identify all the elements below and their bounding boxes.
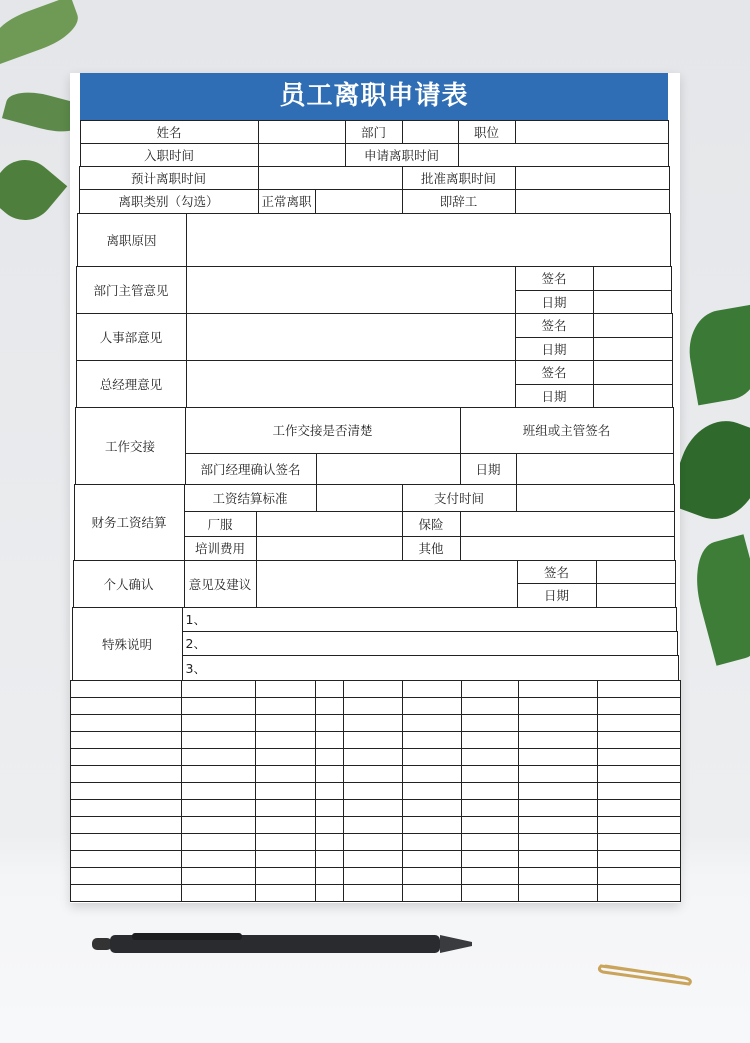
blank-grid-cell[interactable] (70, 748, 182, 766)
blank-grid-cell[interactable] (70, 833, 182, 851)
special-item-2[interactable]: 2、 (182, 631, 678, 656)
blank-grid-cell[interactable] (343, 884, 403, 902)
blank-grid-cell[interactable] (343, 816, 403, 834)
other-label: 其他 (402, 536, 461, 561)
department-label: 部门 (345, 120, 403, 144)
blank-grid-cell[interactable] (315, 884, 344, 902)
reason-label: 离职原因 (77, 213, 187, 267)
blank-grid-cell[interactable] (461, 782, 519, 800)
blank-grid-cell[interactable] (518, 714, 598, 732)
dept-date-label: 日期 (515, 290, 594, 314)
blank-grid-cell[interactable] (597, 816, 681, 834)
blank-grid-cell[interactable] (315, 850, 344, 868)
blank-grid-cell[interactable] (255, 714, 316, 732)
suggestions-label: 意见及建议 (184, 560, 257, 608)
blank-grid-cell[interactable] (402, 714, 462, 732)
dept-opinion-field[interactable] (186, 266, 516, 314)
blank-grid-cell[interactable] (181, 799, 256, 817)
name-label: 姓名 (80, 120, 259, 144)
insurance-label: 保险 (402, 511, 461, 537)
handover-date-field[interactable] (516, 453, 674, 485)
blank-grid-cell[interactable] (461, 799, 519, 817)
training-label: 培训费用 (184, 536, 257, 561)
blank-grid-cell[interactable] (70, 714, 182, 732)
position-label: 职位 (458, 120, 516, 144)
blank-grid-cell[interactable] (181, 850, 256, 868)
blank-grid-cell[interactable] (255, 799, 316, 817)
dept-date-field[interactable] (593, 290, 672, 314)
blank-grid-cell[interactable] (402, 867, 462, 885)
blank-grid-cell[interactable] (315, 816, 344, 834)
blank-grid-cell[interactable] (255, 850, 316, 868)
blank-grid-cell[interactable] (181, 714, 256, 732)
blank-grid-cell[interactable] (518, 680, 598, 698)
blank-grid-cell[interactable] (518, 782, 598, 800)
blank-grid-cell[interactable] (343, 782, 403, 800)
pay-time-label: 支付时间 (402, 484, 517, 512)
personal-sign-label: 签名 (517, 560, 597, 584)
blank-grid-cell[interactable] (402, 697, 462, 715)
blank-grid-cell[interactable] (597, 867, 681, 885)
blank-grid-cell[interactable] (315, 782, 344, 800)
blank-grid-cell[interactable] (461, 850, 519, 868)
pen (92, 933, 478, 955)
insurance-field[interactable] (460, 511, 675, 537)
salary-std-label: 工资结算标准 (184, 484, 317, 512)
blank-grid-cell[interactable] (181, 731, 256, 749)
normal-checkbox[interactable] (315, 189, 403, 214)
blank-grid-cell[interactable] (70, 697, 182, 715)
gm-sign-label: 签名 (515, 360, 594, 385)
blank-grid-cell[interactable] (402, 884, 462, 902)
blank-grid-cell[interactable] (402, 782, 462, 800)
blank-grid-cell[interactable] (597, 714, 681, 732)
blank-grid-cell[interactable] (181, 867, 256, 885)
blank-grid-cell[interactable] (597, 782, 681, 800)
blank-grid-cell[interactable] (597, 850, 681, 868)
blank-grid-cell[interactable] (343, 697, 403, 715)
approved-date-label: 批准离职时间 (402, 166, 516, 190)
handover-date-label: 日期 (460, 453, 517, 485)
personal-label: 个人确认 (73, 560, 185, 608)
blank-grid-cell[interactable] (315, 680, 344, 698)
expected-date-label: 预计离职时间 (79, 166, 259, 190)
blank-grid-cell[interactable] (461, 765, 519, 783)
blank-grid-cell[interactable] (255, 748, 316, 766)
blank-grid-cell[interactable] (70, 680, 182, 698)
blank-grid-cell[interactable] (597, 697, 681, 715)
personal-date-label: 日期 (517, 583, 597, 608)
blank-grid-cell[interactable] (402, 680, 462, 698)
blank-grid-cell[interactable] (597, 884, 681, 902)
pay-time-field[interactable] (516, 484, 675, 512)
blank-grid-cell[interactable] (181, 697, 256, 715)
blank-grid-cell[interactable] (315, 833, 344, 851)
blank-grid-cell[interactable] (402, 816, 462, 834)
blank-grid-cell[interactable] (255, 833, 316, 851)
blank-grid-cell[interactable] (402, 765, 462, 783)
gm-date-label: 日期 (515, 384, 594, 408)
hr-opinion-field[interactable] (186, 313, 516, 361)
blank-grid-cell[interactable] (70, 799, 182, 817)
blank-grid-cell[interactable] (402, 833, 462, 851)
normal-option: 正常离职 (258, 189, 316, 214)
mgr-confirm-label: 部门经理确认签名 (185, 453, 317, 485)
immediate-checkbox[interactable] (515, 189, 670, 214)
blank-grid-cell[interactable] (255, 867, 316, 885)
suggestions-field[interactable] (256, 560, 518, 608)
blank-grid-cell[interactable] (255, 697, 316, 715)
dept-sign-field[interactable] (593, 266, 672, 291)
blank-grid-cell[interactable] (402, 799, 462, 817)
blank-grid-cell[interactable] (255, 782, 316, 800)
blank-grid-cell[interactable] (518, 731, 598, 749)
blank-grid-cell[interactable] (255, 884, 316, 902)
blank-grid-cell[interactable] (181, 884, 256, 902)
blank-grid-cell[interactable] (70, 782, 182, 800)
name-field[interactable] (258, 120, 346, 144)
hr-sign-label: 签名 (515, 313, 594, 338)
gm-sign-field[interactable] (593, 360, 673, 385)
gm-opinion-label: 总经理意见 (76, 360, 187, 408)
salary-std-field[interactable] (316, 484, 403, 512)
blank-grid-cell[interactable] (597, 799, 681, 817)
blank-grid-cell[interactable] (315, 714, 344, 732)
hr-date-label: 日期 (515, 337, 594, 361)
approved-date-field[interactable] (515, 166, 670, 190)
blank-grid-cell[interactable] (461, 697, 519, 715)
hire-date-field[interactable] (258, 143, 346, 167)
blank-grid-cell[interactable] (181, 833, 256, 851)
blank-grid-cell[interactable] (518, 833, 598, 851)
blank-grid-cell[interactable] (343, 833, 403, 851)
blank-grid-cell[interactable] (343, 680, 403, 698)
hr-date-field[interactable] (593, 337, 673, 361)
blank-grid-cell[interactable] (70, 765, 182, 783)
blank-grid-cell[interactable] (255, 731, 316, 749)
blank-grid-cell[interactable] (518, 867, 598, 885)
blank-grid-cell[interactable] (315, 799, 344, 817)
blank-grid-cell[interactable] (70, 867, 182, 885)
blank-grid-cell[interactable] (597, 731, 681, 749)
blank-grid-cell[interactable] (343, 799, 403, 817)
blank-grid-cell[interactable] (315, 748, 344, 766)
hire-date-label: 入职时间 (80, 143, 259, 167)
blank-grid-cell[interactable] (315, 765, 344, 783)
reason-field[interactable] (186, 213, 671, 267)
blank-grid-cell[interactable] (255, 816, 316, 834)
gm-date-field[interactable] (593, 384, 673, 408)
blank-grid-cell[interactable] (402, 748, 462, 766)
hr-sign-field[interactable] (593, 313, 673, 338)
blank-grid-cell[interactable] (70, 731, 182, 749)
department-field[interactable] (402, 120, 459, 144)
position-field[interactable] (515, 120, 669, 144)
other-field[interactable] (460, 536, 675, 561)
hr-opinion-label: 人事部意见 (76, 313, 187, 361)
mgr-confirm-field[interactable] (316, 453, 461, 485)
blank-grid-cell[interactable] (343, 765, 403, 783)
gm-opinion-field[interactable] (186, 360, 516, 408)
blank-grid-cell[interactable] (518, 765, 598, 783)
blank-grid-cell[interactable] (402, 731, 462, 749)
personal-date-field[interactable] (596, 583, 676, 608)
blank-grid-cell[interactable] (315, 697, 344, 715)
uniform-label: 厂服 (184, 511, 257, 537)
blank-grid-cell[interactable] (518, 816, 598, 834)
blank-grid-cell[interactable] (181, 765, 256, 783)
blank-grid-cell[interactable] (343, 867, 403, 885)
blank-grid-cell[interactable] (461, 833, 519, 851)
blank-grid-cell[interactable] (402, 850, 462, 868)
immediate-option: 即辞工 (402, 189, 516, 214)
blank-grid-cell[interactable] (518, 799, 598, 817)
special-item-3[interactable]: 3、 (182, 655, 679, 681)
blank-grid-cell[interactable] (315, 731, 344, 749)
handover-clear-label: 工作交接是否清楚 (185, 407, 461, 454)
blank-grid-cell[interactable] (518, 850, 598, 868)
dept-sign-label: 签名 (515, 266, 594, 291)
blank-grid-cell[interactable] (461, 680, 519, 698)
blank-grid-cell[interactable] (518, 748, 598, 766)
blank-grid-cell[interactable] (343, 714, 403, 732)
blank-grid-cell[interactable] (461, 884, 519, 902)
expected-date-field[interactable] (258, 166, 403, 190)
blank-grid-cell[interactable] (343, 748, 403, 766)
blank-grid-cell[interactable] (597, 748, 681, 766)
blank-grid-cell[interactable] (343, 850, 403, 868)
special-label: 特殊说明 (72, 607, 183, 681)
blank-grid-cell[interactable] (597, 765, 681, 783)
blank-grid-cell[interactable] (181, 816, 256, 834)
personal-sign-field[interactable] (596, 560, 676, 584)
blank-grid-cell[interactable] (70, 884, 182, 902)
blank-grid-cell[interactable] (461, 748, 519, 766)
dept-opinion-label: 部门主管意见 (76, 266, 187, 314)
apply-date-field[interactable] (458, 143, 669, 167)
blank-grid-cell[interactable] (255, 680, 316, 698)
blank-grid-cell[interactable] (70, 850, 182, 868)
special-item-1[interactable]: 1、 (182, 607, 677, 632)
handover-label: 工作交接 (75, 407, 186, 485)
uniform-field[interactable] (256, 511, 403, 537)
blank-grid-cell[interactable] (518, 697, 598, 715)
apply-date-label: 申请离职时间 (345, 143, 459, 167)
blank-grid-cell[interactable] (461, 867, 519, 885)
team-sign-label: 班组或主管签名 (460, 407, 674, 454)
form-title: 员工离职申请表 (80, 73, 668, 120)
blank-grid-cell[interactable] (597, 833, 681, 851)
blank-grid-cell[interactable] (255, 765, 316, 783)
finance-label: 财务工资结算 (74, 484, 185, 561)
blank-grid-cell[interactable] (181, 748, 256, 766)
blank-grid-cell[interactable] (597, 680, 681, 698)
blank-grid-cell[interactable] (181, 680, 256, 698)
blank-grid-cell[interactable] (181, 782, 256, 800)
training-field[interactable] (256, 536, 403, 561)
blank-grid-cell[interactable] (343, 731, 403, 749)
blank-grid-cell[interactable] (70, 816, 182, 834)
blank-grid-cell[interactable] (315, 867, 344, 885)
blank-grid-cell[interactable] (461, 816, 519, 834)
paperclip (595, 958, 697, 986)
blank-grid-cell[interactable] (461, 714, 519, 732)
category-label: 离职类别（勾选） (79, 189, 259, 214)
blank-grid-cell[interactable] (518, 884, 598, 902)
blank-grid-cell[interactable] (461, 731, 519, 749)
